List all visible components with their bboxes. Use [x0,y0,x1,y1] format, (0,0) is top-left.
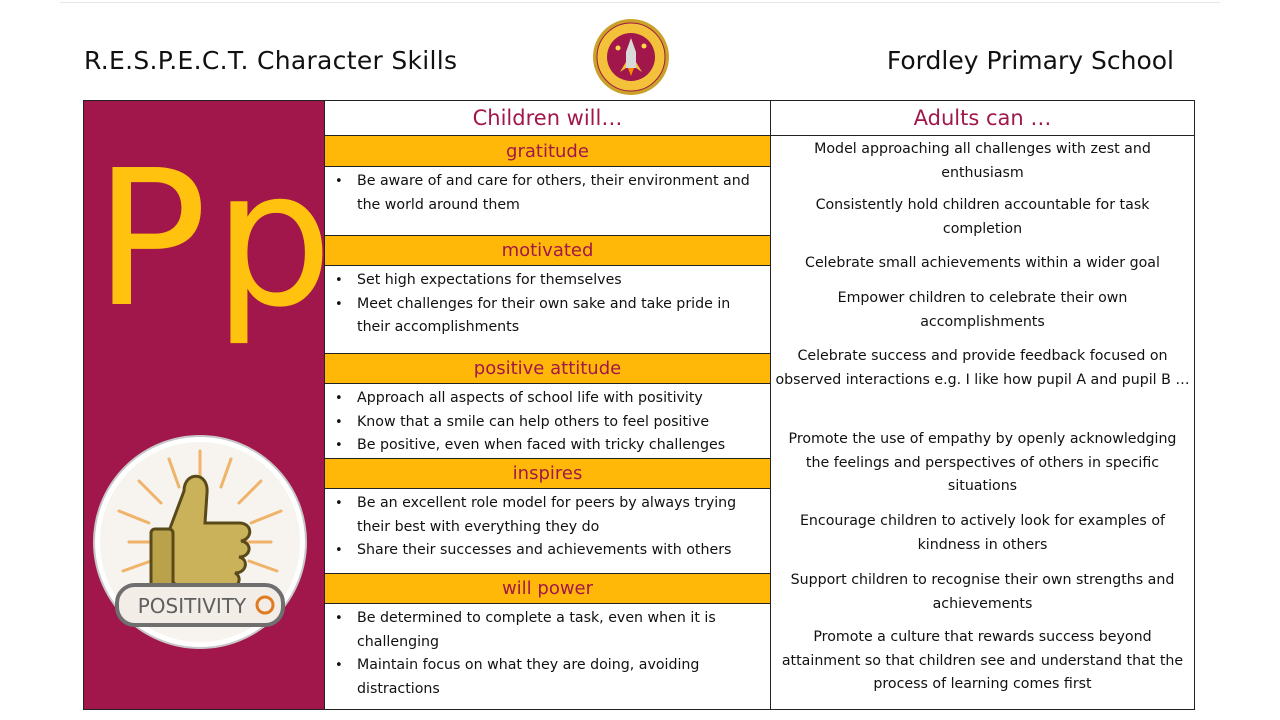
character-skills-table [83,100,1195,710]
skill-bullets-motivated [325,266,770,353]
adult-item: Model approaching all challenges with zest and enthusiasm [814,141,1151,181]
bullet-item: • Approach all aspects of school life with positivity [357,387,756,411]
bullet-item: • Share their successes and achievements with others [357,539,756,563]
adult-item: Encourage children to actively look for examples of kindness in others [799,513,1166,553]
skill-header-inspires: inspires [325,458,770,489]
skill-header-will-power: will power [325,573,770,604]
school-badge-logo [592,18,670,96]
skill-bullets-positive-attitude [325,384,770,458]
skill-bullets-gratitude [325,167,770,235]
skill-header-gratitude: gratitude [325,136,770,167]
skill-header-motivated: motivated [325,235,770,266]
adult-item: Celebrate small achievements within a wider goal [805,255,1160,271]
bullet-item: • Set high expectations for themselves [357,269,756,293]
skill-bullets-inspires [325,489,770,573]
bullet-item: • Meet challenges for their own sake and take pride in their accomplishments [357,293,756,340]
bullet-item: • Be positive, even when faced with tricky challenges [357,434,756,458]
positivity-label: POSITIVITY [137,594,247,618]
adults-column [771,101,1194,709]
bullet-item: • Know that a smile can help others to feel positive [357,411,756,435]
adult-item: Promote a culture that rewards success beyond attainment so that children see and understand that the process of learning comes first [781,629,1184,692]
children-heading: Children will… [325,101,770,136]
bullet-item: • Be determined to complete a task, even when it is challenging [357,607,756,654]
skill-header-positive-attitude: positive attitude [325,353,770,384]
adult-item: Consistently hold children accountable for task completion [815,197,1150,237]
bullet-item: • Be an excellent role model for peers by always trying their best with everything they do [357,492,756,539]
adult-item: Promote the use of empathy by openly acknowledging the feelings and perspectives of others in specific situations [788,431,1177,494]
top-rule [60,2,1220,3]
page-title: R.E.S.P.E.C.T. Character Skills [84,46,458,75]
adult-item: Support children to recognise their own strengths and achievements [790,572,1175,612]
adults-list [771,136,1194,700]
big-letter: Pp [94,130,339,349]
adults-heading: Adults can … [771,101,1194,136]
adult-item: Celebrate success and provide feedback focused on observed interactions e.g. I like how pupil A and pupil B … [775,348,1190,388]
skill-bullets-will-power [325,604,770,709]
thumbs-up-positivity-icon [89,431,311,653]
children-column [325,101,771,709]
adult-item: Empower children to celebrate their own accomplishments [837,290,1128,330]
bullet-item: • Maintain focus on what they are doing, avoiding distractions [357,654,756,701]
bullet-item: • Be aware of and care for others, their environment and the world around them [357,170,756,217]
school-name: Fordley Primary School [886,46,1174,75]
letter-panel [84,101,339,709]
